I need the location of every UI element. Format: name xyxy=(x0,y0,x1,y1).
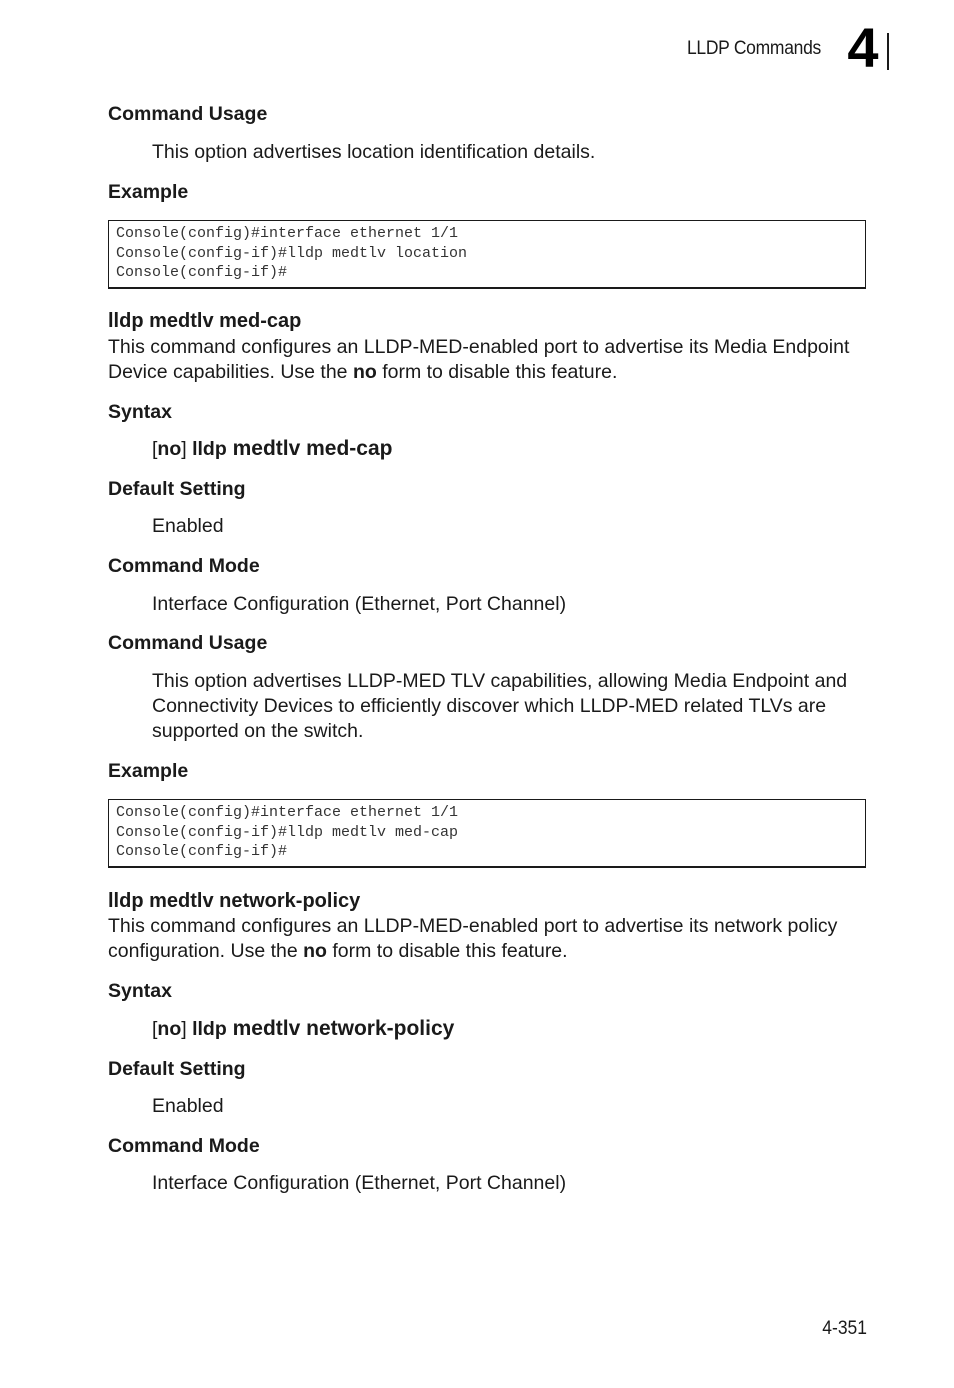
command-usage-heading: Command Usage xyxy=(108,632,268,654)
syntax-heading: Syntax xyxy=(108,980,172,1002)
code-line: Console(config)#interface ethernet 1/1 xyxy=(116,225,459,242)
command-description xyxy=(108,914,868,964)
syntax-bracket: ] xyxy=(181,438,193,460)
description-keyword: no xyxy=(352,361,377,383)
description-text: form to disable this feature. xyxy=(376,361,618,383)
description-text: form to disable this feature. xyxy=(326,940,568,962)
chapter-number: 4 xyxy=(847,16,879,79)
code-line: Console(config-if)# xyxy=(116,264,288,281)
default-setting-text: Enabled xyxy=(152,515,224,537)
syntax-keyword: no xyxy=(157,1018,182,1040)
command-usage-heading: Command Usage xyxy=(108,103,268,125)
description-text: This command configures an LLDP-MED-enabled port to advertise its network policy configuration. Use the xyxy=(108,915,838,962)
code-line: Console(config-if)#lldp medtlv med-cap xyxy=(116,823,459,841)
running-header: LLDP Commands xyxy=(686,38,821,59)
syntax-heading: Syntax xyxy=(108,401,172,423)
syntax-bracket: [ xyxy=(152,1018,158,1040)
code-line: Console(config)#interface ethernet 1/1 xyxy=(116,804,459,821)
command-mode-heading: Command Mode xyxy=(108,555,260,577)
syntax-line xyxy=(152,1016,454,1042)
example-code-block xyxy=(108,799,866,868)
page-number: 4-351 xyxy=(822,1318,867,1339)
example-heading: Example xyxy=(108,181,189,203)
syntax-bracket: [ xyxy=(152,438,158,460)
syntax-command: medtlv med-cap xyxy=(226,437,393,460)
syntax-line xyxy=(152,436,392,462)
syntax-command: medtlv network-policy xyxy=(226,1017,455,1040)
syntax-command: lldp xyxy=(192,438,227,460)
command-description xyxy=(108,335,868,385)
syntax-command: lldp xyxy=(192,1018,227,1040)
example-heading: Example xyxy=(108,760,189,782)
command-mode-heading: Command Mode xyxy=(108,1135,260,1157)
description-keyword: no xyxy=(303,940,327,962)
command-title: lldp medtlv network-policy xyxy=(108,890,361,912)
command-title: lldp medtlv med-cap xyxy=(108,310,302,332)
command-mode-text: Interface Configuration (Ethernet, Port Channel) xyxy=(152,1172,567,1194)
code-line: Console(config-if)#lldp medtlv location xyxy=(116,244,468,262)
command-usage-text: This option advertises location identification details. xyxy=(152,141,596,163)
command-mode-text: Interface Configuration (Ethernet, Port Channel) xyxy=(152,593,567,615)
default-setting-heading: Default Setting xyxy=(108,1058,246,1080)
example-code-block xyxy=(108,220,866,289)
command-usage-text: This option advertises LLDP-MED TLV capabilities, allowing Media Endpoint and Connectivity Devices to efficiently discover which LLDP-MED related TLVs are supported on the switch. xyxy=(152,670,848,742)
default-setting-text: Enabled xyxy=(152,1095,224,1117)
description-text: This command configures an LLDP-MED-enabled port to advertise its Media Endpoint Device capabilities. Use the xyxy=(108,336,850,383)
syntax-bracket: ] xyxy=(181,1018,193,1040)
syntax-keyword: no xyxy=(157,438,182,460)
default-setting-heading: Default Setting xyxy=(108,478,246,500)
code-line: Console(config-if)# xyxy=(116,843,288,860)
